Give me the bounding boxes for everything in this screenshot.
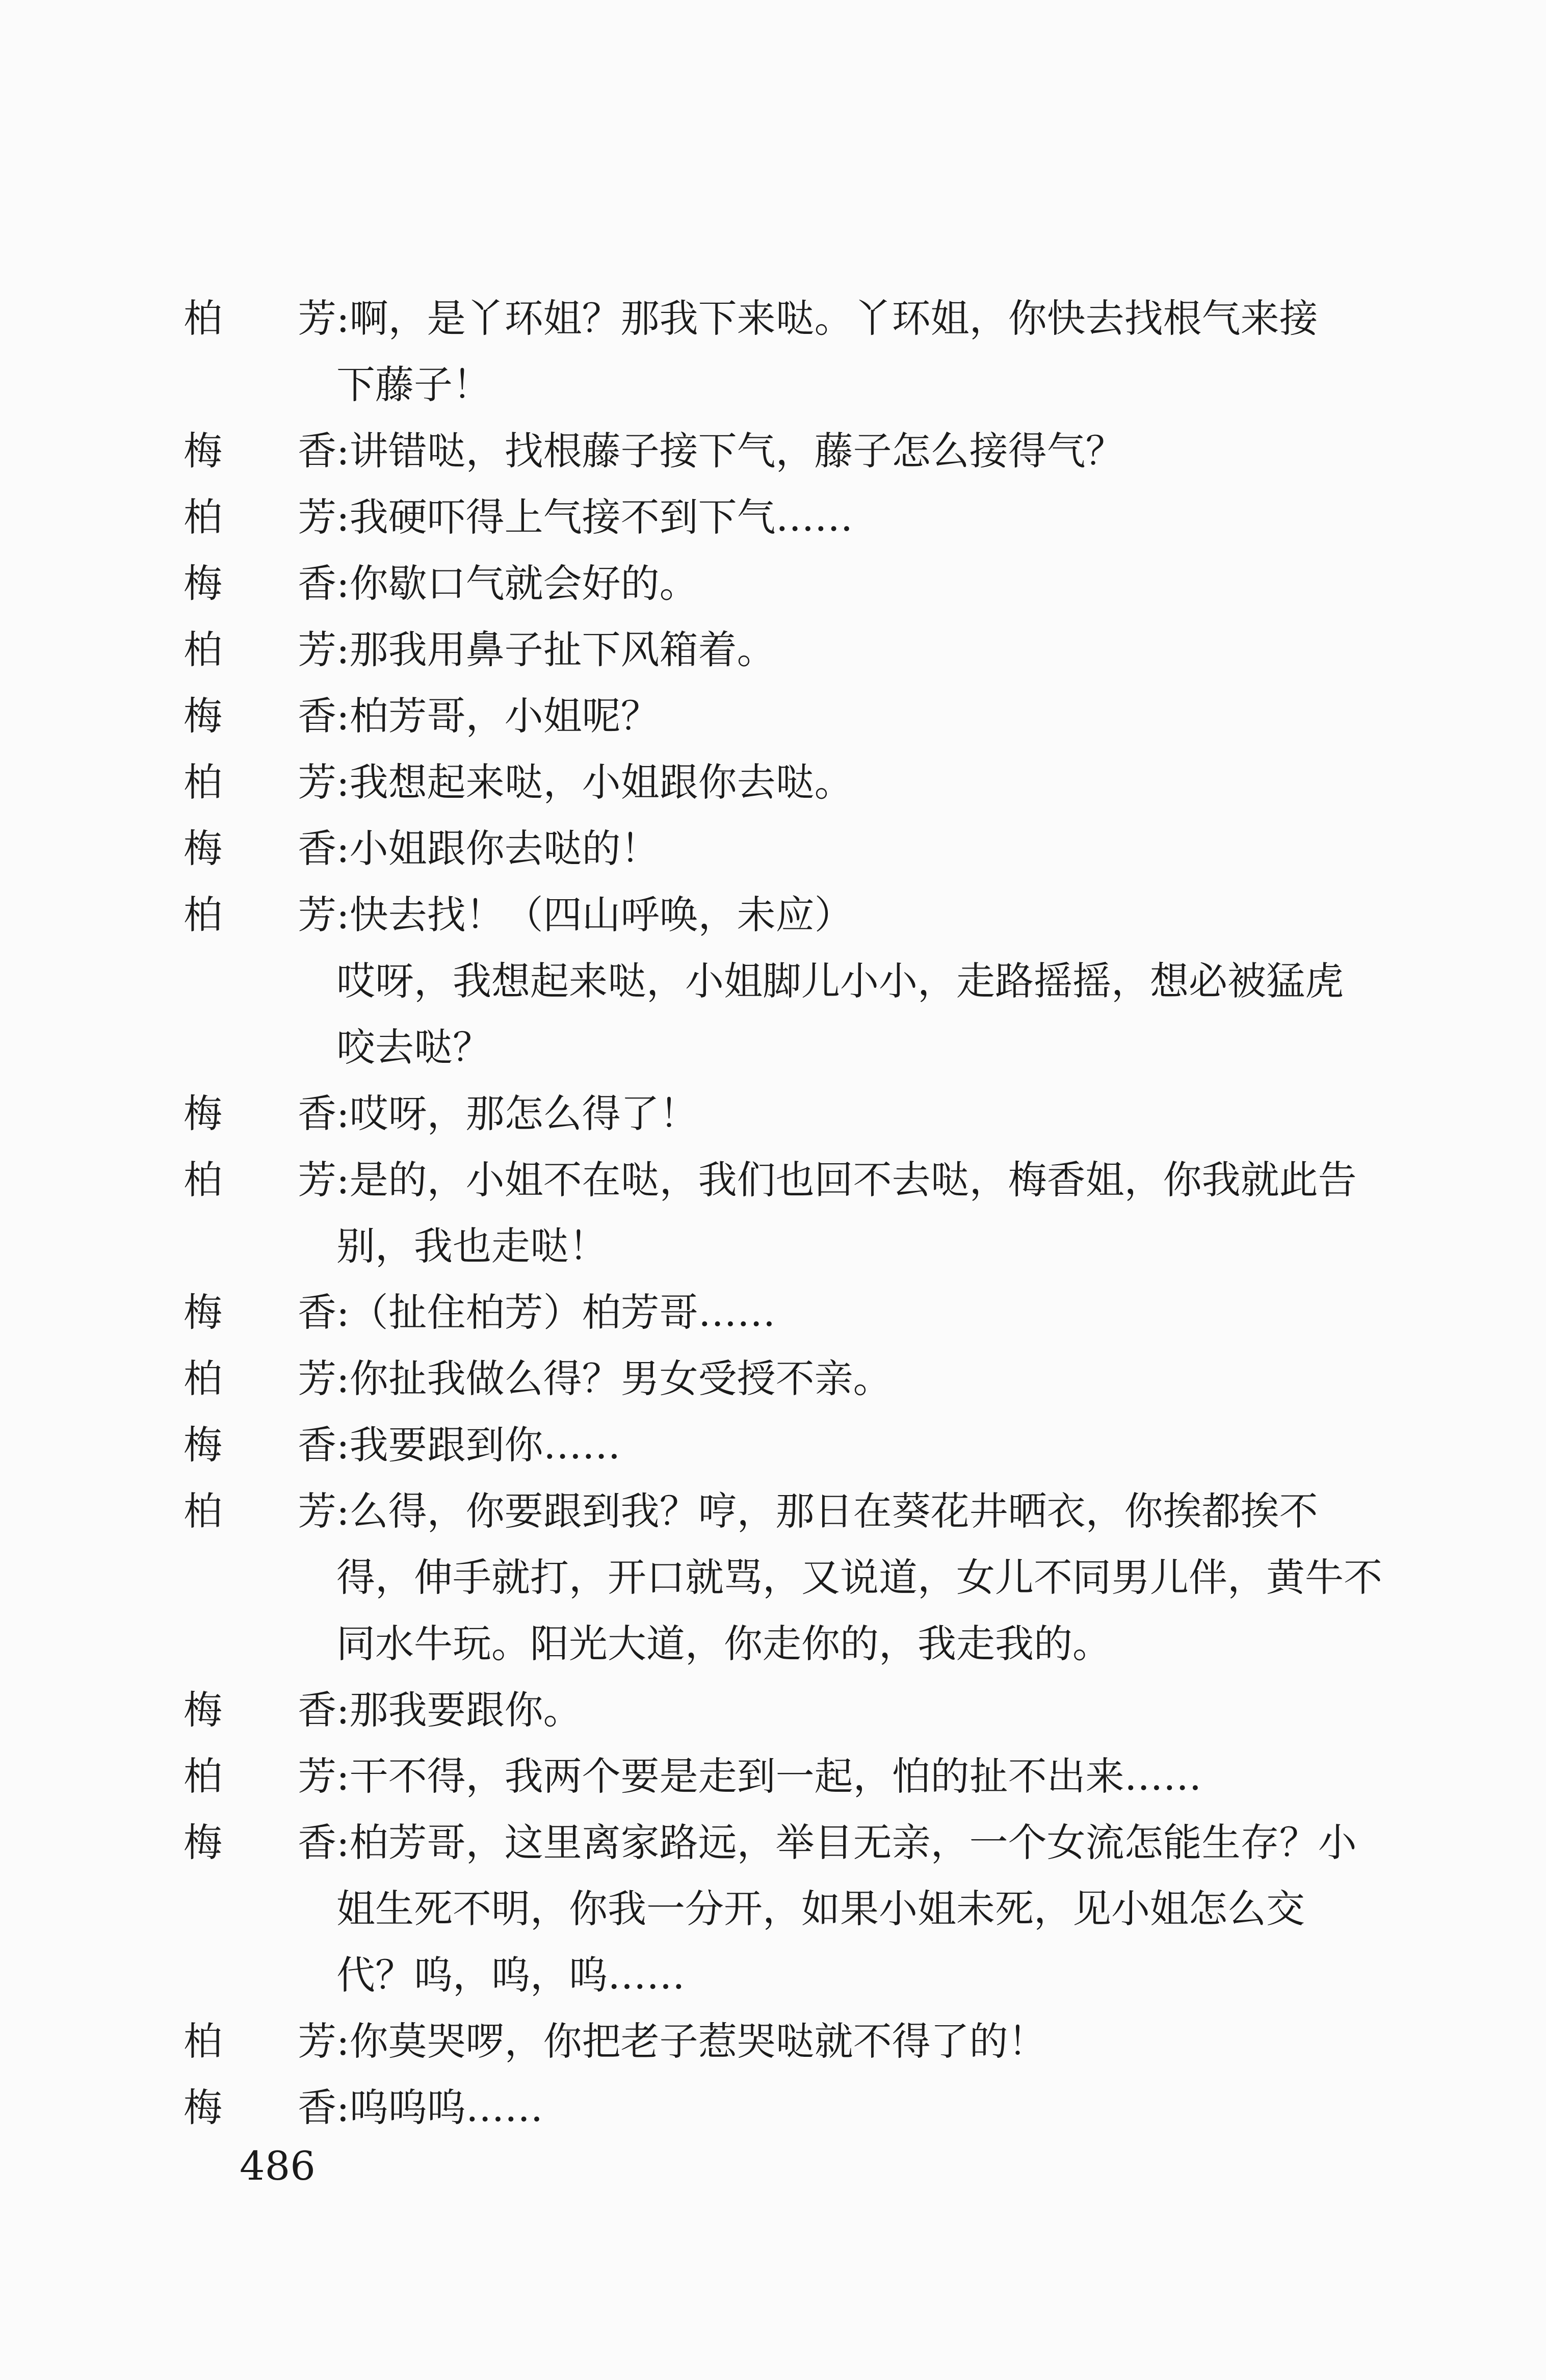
speech-text: 同水牛玩。阳光大道，你走你的，我走我的。 — [336, 1621, 1111, 1666]
dialogue-line — [184, 2075, 1407, 2141]
speaker-name: 柏 芳 — [184, 892, 369, 937]
speaker-name: 梅 香 — [184, 561, 369, 606]
speaker-name: 梅 香 — [184, 1422, 369, 1468]
speaker-name: 梅 香 — [184, 1290, 369, 1335]
dialogue-line — [184, 1346, 1407, 1412]
dialogue-line — [184, 683, 1407, 749]
speech-text: :哎呀，那怎么得了！ — [336, 1091, 698, 1136]
dialogue-line — [184, 1147, 1407, 1213]
dialogue-continuation — [184, 1942, 1407, 2008]
speaker-name: 柏 芳 — [184, 494, 369, 540]
dialogue-line — [184, 551, 1407, 617]
speech-text: 下藤子！ — [336, 362, 491, 407]
speaker-name: 柏 芳 — [184, 1356, 369, 1401]
dialogue-continuation — [184, 1213, 1407, 1279]
speech-text: :我硬吓得上气接不到下气…… — [336, 494, 853, 540]
speaker-name: 柏 芳 — [184, 2019, 369, 2064]
page-number: 486 — [240, 2143, 316, 2189]
dialogue-line — [184, 749, 1407, 816]
speech-text: :么得，你要跟到我？哼，那日在葵花井晒衣，你挨都挨不 — [336, 1488, 1318, 1534]
speech-text: 姐生死不明，你我一分开，如果小姐未死，见小姐怎么交 — [336, 1886, 1305, 1931]
speech-text: :小姐跟你去哒的！ — [336, 826, 660, 871]
dialogue-continuation — [184, 352, 1407, 418]
speech-text: 哎呀，我想起来哒，小姐脚儿小小，走路摇摇，想必被猛虎 — [336, 958, 1344, 1004]
dialogue-line — [184, 484, 1407, 551]
speech-text: :那我要跟你。 — [336, 1687, 582, 1733]
speaker-name: 梅 香 — [184, 2085, 369, 2130]
speech-text: 咬去哒？ — [336, 1025, 491, 1070]
speaker-name: 柏 芳 — [184, 1754, 369, 1799]
dialogue-continuation — [184, 1876, 1407, 1942]
dialogue-line — [184, 1743, 1407, 1810]
dialogue-line — [184, 882, 1407, 948]
speaker-name: 柏 芳 — [184, 1157, 369, 1202]
dialogue-line — [184, 1412, 1407, 1478]
speaker-name: 梅 香 — [184, 693, 369, 739]
speech-text: :我想起来哒，小姐跟你去哒。 — [336, 760, 853, 805]
dialogue-line — [184, 816, 1407, 882]
dialogue-line — [184, 1810, 1407, 1876]
dialogue-line — [184, 418, 1407, 484]
speaker-name: 梅 香 — [184, 826, 369, 871]
speaker-name: 柏 芳 — [184, 1488, 369, 1534]
speaker-name: 柏 芳 — [184, 627, 369, 672]
speaker-name: 梅 香 — [184, 428, 369, 474]
speaker-name: 柏 芳 — [184, 296, 369, 341]
speech-text: :柏芳哥，小姐呢？ — [336, 693, 660, 739]
speech-text: 代？呜，呜，呜…… — [336, 1952, 685, 1998]
dialogue-line — [184, 2008, 1407, 2075]
dialogue-continuation — [184, 1545, 1407, 1611]
speaker-name: 梅 香 — [184, 1091, 369, 1136]
speech-text: :（扯住柏芳）柏芳哥…… — [336, 1290, 776, 1335]
speech-text: :讲错哒，找根藤子接下气，藤子怎么接得气？ — [336, 428, 1124, 474]
dialogue-line — [184, 1081, 1407, 1147]
speaker-name: 梅 香 — [184, 1687, 369, 1733]
dialogue-line — [184, 1677, 1407, 1743]
speech-text: :你扯我做么得？男女受授不亲。 — [336, 1356, 892, 1401]
speech-text: :干不得，我两个要是走到一起，怕的扯不出来…… — [336, 1754, 1202, 1799]
dialogue-continuation — [184, 948, 1407, 1014]
dialogue-line — [184, 285, 1407, 352]
speaker-name: 柏 芳 — [184, 760, 369, 805]
speech-text: :是的，小姐不在哒，我们也回不去哒，梅香姐，你我就此告 — [336, 1157, 1357, 1202]
dialogue-line — [184, 1279, 1407, 1346]
speech-text: 别，我也走哒！ — [336, 1223, 608, 1269]
speech-text: :你歇口气就会好的。 — [336, 561, 698, 606]
dialogue-line — [184, 1478, 1407, 1545]
speech-text: :快去找！（四山呼唤，未应） — [336, 892, 853, 937]
dialogue-continuation — [184, 1611, 1407, 1677]
speech-text: :柏芳哥，这里离家路远，举目无亲，一个女流怎能生存？小 — [336, 1820, 1357, 1865]
speech-text: :我要跟到你…… — [336, 1422, 621, 1468]
speaker-name: 梅 香 — [184, 1820, 369, 1865]
speech-text: :呜呜呜…… — [336, 2085, 543, 2130]
dialogue-continuation — [184, 1014, 1407, 1081]
speech-text: :你莫哭啰，你把老子惹哭哒就不得了的！ — [336, 2019, 1047, 2064]
speech-text: :那我用鼻子扯下风箱着。 — [336, 627, 776, 672]
speech-text: :啊，是丫环姐？那我下来哒。丫环姐，你快去找根气来接 — [336, 296, 1318, 341]
script-text — [184, 285, 1407, 2141]
dialogue-line — [184, 617, 1407, 683]
speech-text: 得，伸手就打，开口就骂，又说道，女儿不同男儿伴，黄牛不 — [336, 1555, 1382, 1600]
